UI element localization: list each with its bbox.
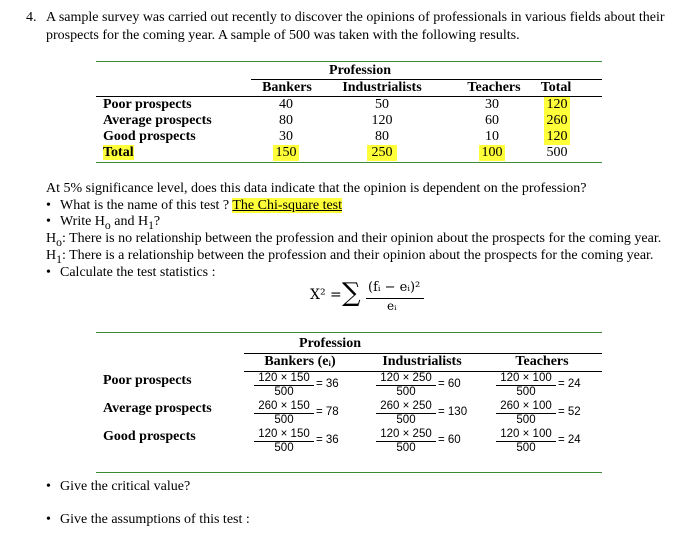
table1-cell: 80 — [279, 113, 293, 128]
question-block — [26, 9, 686, 45]
expected-frac: 120 × 150 500 = 36 — [254, 428, 314, 455]
table2-bottom-rule — [96, 472, 602, 473]
table1-col-total: Total — [540, 80, 572, 95]
alt-hypothesis: $H_1$: There is a relationship between the profession and their opinion about the prospects for the coming year. — [46, 248, 654, 266]
table1-row-label: Average prospects — [103, 113, 212, 128]
table1-col-teachers: Teachers — [467, 80, 521, 95]
table1-cell-highlighted: 260 — [544, 113, 570, 129]
table1-cell-highlighted: 120 — [544, 97, 570, 113]
table1-cell: 10 — [485, 129, 499, 144]
table2-row-label: Poor prospects — [103, 373, 192, 388]
table1-bottom-rule — [96, 162, 602, 163]
table1-total-label: Total — [103, 145, 134, 160]
table2-col-industrialists: Industrialists — [382, 354, 462, 369]
table1-cell: 120 — [371, 113, 393, 128]
table1-cell: 50 — [375, 97, 389, 112]
table2-group-header: Profession — [299, 336, 361, 351]
table1-cell-highlighted: 150 — [273, 145, 299, 161]
table1-cell: 80 — [375, 129, 389, 144]
bullet-test-name: • What is the name of this test ? The Chi-square test — [46, 198, 343, 213]
question-number: 4. — [26, 10, 37, 25]
table1-col-industrialists: Industrialists — [342, 80, 422, 95]
question-text: A sample survey was carried out recently to discover the opinions of professionals in various fields about their prospects for the coming year. A sample of 500 was taken with the following results. — [46, 10, 665, 43]
table1-cell-highlighted: 100 — [479, 145, 505, 161]
bullet-assumptions: • Give the assumptions of this test : — [46, 512, 250, 527]
expected-frac: 120 × 100 500 = 24 — [496, 372, 556, 399]
table1-col-bankers: Bankers — [262, 80, 312, 95]
table1-cell: 60 — [485, 113, 499, 128]
null-hypothesis: $H_o$: There is no relationship between the profession and their opinion about the prospects for the coming year. — [46, 231, 662, 249]
table2-col-bankers: Bankers (eᵢ) — [264, 354, 336, 369]
bullet-calculate: • Calculate the test statistics : — [46, 265, 216, 280]
table1-cell: 500 — [546, 145, 568, 160]
table1-cell: 30 — [485, 97, 499, 112]
table1-cell: 40 — [279, 97, 293, 112]
bullet-hypotheses: • Write $H_o$ and $H_1$? — [46, 214, 161, 232]
expected-frac: 260 × 100 500 = 52 — [496, 400, 556, 427]
table2-top-rule — [96, 332, 602, 333]
table1-cell: 30 — [279, 129, 293, 144]
expected-frac: 260 × 250 500 = 130 — [376, 400, 436, 427]
expected-frac: 120 × 100 500 = 24 — [496, 428, 556, 455]
expected-frac: 260 × 150 500 = 78 — [254, 400, 314, 427]
bullet-critical-value: • Give the critical value? — [46, 479, 191, 494]
expected-frac: 120 × 250 500 = 60 — [376, 372, 436, 399]
table1-row-label: Poor prospects — [103, 97, 192, 112]
table2-row-label: Average prospects — [103, 401, 212, 416]
table1-group-header: Profession — [329, 63, 391, 78]
expected-frac: 120 × 250 500 = 60 — [376, 428, 436, 455]
expected-frac: 120 × 150 500 = 36 — [254, 372, 314, 399]
table2-col-teachers: Teachers — [515, 354, 569, 369]
answer-highlight: The Chi-square test — [232, 198, 343, 213]
table2-row-label: Good prospects — [103, 429, 196, 444]
table1-cell-highlighted: 250 — [367, 145, 397, 161]
table1-cell-highlighted: 120 — [544, 129, 570, 145]
intro-text: At 5% significance level, does this data indicate that the opinion is dependent on the profession? — [46, 181, 587, 196]
table1-row-label: Good prospects — [103, 129, 196, 144]
table1-top-rule — [96, 61, 602, 62]
